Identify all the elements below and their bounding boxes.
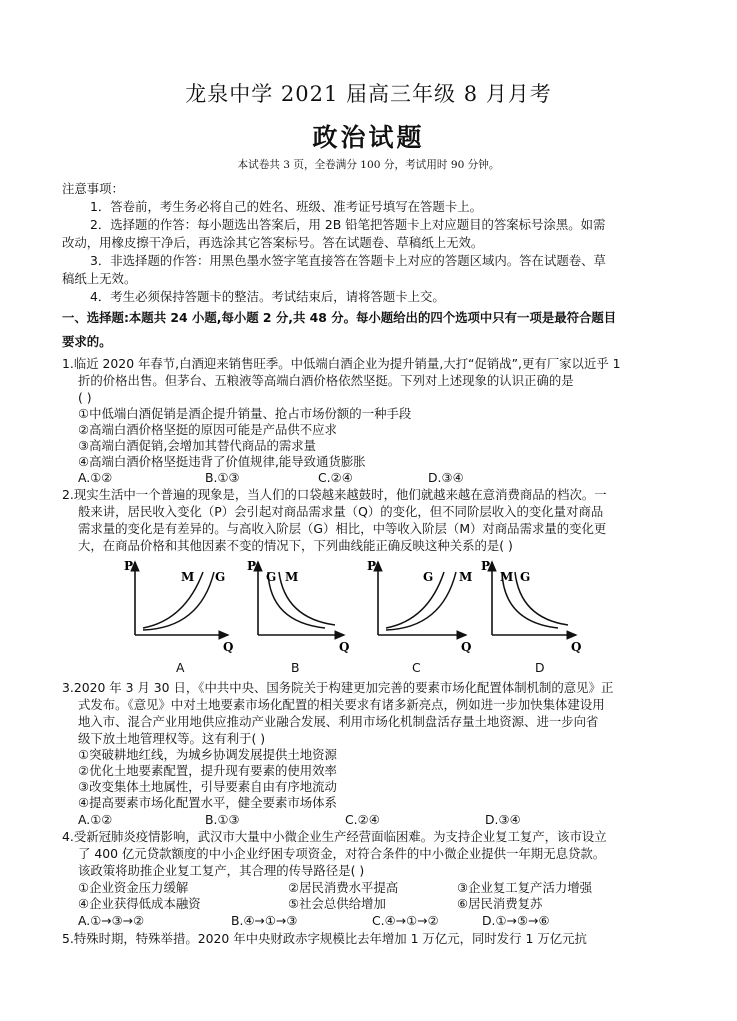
- curve-g: [386, 572, 444, 628]
- notes-line: 稿纸上无效。: [62, 271, 137, 286]
- q1-option-d[interactable]: D.③④: [428, 470, 464, 485]
- curve-m-label: M: [459, 570, 473, 584]
- graph-b: [247, 559, 349, 654]
- axis-q-label: Q: [571, 640, 582, 654]
- q3-stem: 3.2020 年 3 月 30 日，《中共中央、国务院关于构建更加完善的要素市场化配置体制机制的意见》正: [62, 680, 614, 695]
- q3-stem: 级下放土地管理权等。这有利于( ): [78, 731, 266, 746]
- q3-item: ③改变集体土地属性，引导要素自由有序地流动: [78, 779, 337, 794]
- q1-item: ①中低端白酒促销是酒企提升销量、抢占市场份额的一种手段: [78, 406, 412, 421]
- curve-g-label: G: [423, 570, 434, 584]
- notes-line: 3．非选择题的作答：用黑色墨水签字笔直接答在答题卡上对应的答题区域内。答在试题卷、草: [90, 253, 606, 268]
- curve-m-label: M: [285, 570, 299, 584]
- q3-option-a[interactable]: A.①②: [78, 812, 113, 827]
- q2-stem: 大，在商品价格和其他因素不变的情况下，下列曲线能正确反映这种关系的是( ): [78, 538, 513, 553]
- axis-p-label: P: [124, 559, 134, 573]
- subject-title: 政治试题: [312, 123, 425, 152]
- q3-item: ①突破耕地红线，为城乡协调发展提供土地资源: [78, 747, 337, 762]
- exam-meta: 本试卷共 3 页，全卷满分 100 分，考试用时 90 分钟。: [237, 159, 500, 171]
- graph-a: [124, 559, 233, 654]
- q1-item: ②高端白酒价格坚挺的原因可能是产品供不应求: [78, 422, 337, 437]
- q4-item: ⑥居民消费复苏: [457, 896, 543, 911]
- q4-stem: 该政策将助推企业复工复产，其合理的传导路径是( ): [78, 863, 365, 878]
- q3-option-b[interactable]: B.①③: [205, 812, 240, 827]
- q1-item: ③高端白酒促销,会增加其替代商品的需求量: [78, 438, 317, 453]
- q1-option-c[interactable]: C.②④: [318, 470, 353, 485]
- q3-stem: 地入市、混合产业用地供应推动产业融合发展、利用市场化机制盘活存量土地资源、进一步向省: [78, 714, 599, 729]
- graph-d: [481, 559, 581, 654]
- q4-item: ③企业复工复产活力增强: [457, 880, 593, 895]
- q3-option-d[interactable]: D.③④: [485, 812, 521, 827]
- q2-stem: 需求量的变化是有差异的。与高收入阶层（G）相比，中等收入阶层（M）对商品需求量的变化更: [78, 521, 607, 536]
- axis-q-label: Q: [461, 640, 472, 654]
- q1-option-b[interactable]: B.①③: [205, 470, 240, 485]
- section-heading: 一、选择题:本题共 24 小题,每小题 2 分,共 48 分。每小题给出的四个选项中只有一项是最符合题目: [62, 310, 617, 325]
- q2-graphs: [0, 545, 737, 665]
- axis-q-label: Q: [223, 640, 234, 654]
- q4-stem: 了 400 亿元贷款额度的中小企业纾困专项资金，对符合条件的中小微企业提供一年期无息贷款。: [78, 846, 606, 861]
- q4-stem: 4.受新冠肺炎疫情影响，武汉市大量中小微企业生产经营面临困难。为支持企业复工复产，该市设立: [62, 829, 607, 844]
- q4-item: ⑤社会总供给增加: [288, 896, 386, 911]
- q1-stem: 折的价格出售。但茅台、五粮液等高端白酒价格依然坚挺。下列对上述现象的认识正确的是: [78, 373, 574, 388]
- q2-stem: 般来讲，居民收入变化（P）会引起对商品需求量（Q）的变化，但不同阶层收入的变化量对商品: [78, 504, 604, 519]
- notes-heading: 注意事项：: [62, 181, 124, 196]
- q1-item: ④高端白酒价格坚挺违背了价值规律,能导致通货膨胀: [78, 454, 366, 469]
- q4-option-a[interactable]: A.①→③→②: [78, 913, 145, 928]
- graph-label-b[interactable]: B: [291, 660, 300, 675]
- q3-stem: 式发布。《意见》中对土地要素市场化配置的相关要求有诸多新亮点，例如进一步加快集体建设用: [78, 697, 605, 712]
- q1-stem: 1.临近 2020 年春节,白酒迎来销售旺季。中低端白酒企业为提升销量,大打“促销战”,更有厂家以近乎 1: [62, 356, 621, 371]
- q2-stem: 2.现实生活中一个普遍的现象是，当人们的口袋越来越鼓时，他们就越来越在意消费商品的档次。一: [62, 487, 607, 502]
- axis-p-label: P: [247, 559, 257, 573]
- axis-p-label: P: [481, 559, 491, 573]
- q4-item: ②居民消费水平提高: [288, 880, 399, 895]
- notes-line: 4．考生必须保持答题卡的整洁。考试结束后，请将答题卡上交。: [90, 289, 445, 304]
- graph-label-c[interactable]: C: [412, 660, 421, 675]
- axis-p-label: P: [367, 559, 377, 573]
- q4-item: ①企业资金压力缓解: [78, 880, 189, 895]
- curve-g-label: G: [215, 570, 226, 584]
- q4-option-d[interactable]: D.①→⑤→⑥: [482, 913, 550, 928]
- notes-line: 2．选择题的作答：每小题选出答案后，用 2B 铅笔把答题卡上对应题目的答案标号涂黑。如需: [90, 217, 606, 232]
- notes-line: 改动，用橡皮擦干净后，再选涂其它答案标号。答在试题卷、草稿纸上无效。: [62, 235, 484, 250]
- q1-stem: ( ): [78, 390, 92, 405]
- q3-option-c[interactable]: C.②④: [345, 812, 380, 827]
- section-heading-cont: 要求的。: [62, 334, 112, 349]
- q1-option-a[interactable]: A.①②: [78, 470, 113, 485]
- curve-g-label: G: [266, 570, 277, 584]
- q3-item: ②优化土地要素配置，提升现有要素的使用效率: [78, 763, 337, 778]
- q4-option-c[interactable]: C.④→①→②: [372, 913, 439, 928]
- axis-q-label: Q: [339, 640, 350, 654]
- q4-item: ④企业获得低成本融资: [78, 896, 201, 911]
- graph-label-d[interactable]: D: [535, 660, 545, 675]
- graph-label-a[interactable]: A: [176, 660, 185, 675]
- q3-item: ④提高要素市场化配置水平，健全要素市场体系: [78, 795, 337, 810]
- notes-line: 1．答卷前，考生务必将自己的姓名、班级、准考证号填写在答题卡上。: [90, 199, 482, 214]
- q4-option-b[interactable]: B.④→①→③: [231, 913, 298, 928]
- curve-m-label: M: [181, 570, 195, 584]
- curve-g-label: G: [520, 570, 531, 584]
- curve-g: [143, 572, 214, 630]
- curve-m: [386, 572, 456, 630]
- q5-stem: 5.特殊时期，特殊举措。2020 年中央财政赤字规模比去年增加 1 万亿元，同时发行 1 万亿元抗: [62, 931, 587, 946]
- graph-c: [367, 559, 472, 654]
- exam-title: 龙泉中学 2021 届高三年级 8 月月考: [185, 82, 552, 106]
- curve-m-label: M: [500, 570, 514, 584]
